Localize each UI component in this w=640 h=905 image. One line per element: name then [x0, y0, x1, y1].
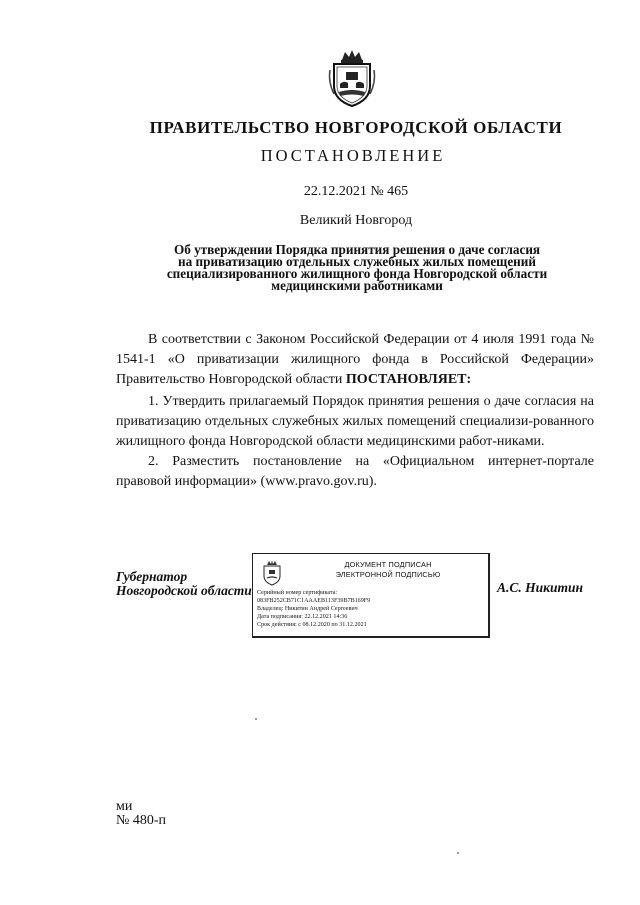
preamble-text: В соответствии с Законом Российской Федерации от 4 июля 1991 года № 1541-1 «О приватизации жилищного фонда в Российской Федерации» Правительство Новгородской области — [116, 332, 594, 387]
stamp-header — [289, 560, 487, 580]
document-city: Великий Новгород — [299, 213, 413, 228]
stamp-header-line: ДОКУМЕНТ ПОДПИСАН — [344, 560, 432, 569]
registration-block — [116, 800, 166, 828]
stamp-cert-number: 083FB252CB71C1AAAEB113F39B7B169F9 — [257, 598, 371, 604]
scan-speck — [457, 852, 459, 854]
stamp-owner: Владелец: Никитин Андрей Сергеевич — [257, 606, 358, 612]
signer-position-line: Губернатор — [116, 569, 188, 584]
stamp-signed-date: Дата подписания: 22.12.2021 14:36 — [257, 614, 348, 620]
scan-speck — [255, 718, 257, 720]
electronic-signature-stamp — [252, 553, 490, 638]
document-body — [116, 330, 594, 492]
subject-line: специализированного жилищного фонда Новгородской области — [166, 266, 548, 281]
preamble-paragraph — [116, 330, 594, 390]
decree-word: ПОСТАНОВЛЯЕТ: — [345, 372, 472, 387]
stamp-cert-label: Серийный номер сертификата: — [257, 590, 338, 596]
signer-name: А.С. Никитин — [497, 580, 583, 595]
document-type: ПОСТАНОВЛЕНИЕ — [260, 146, 446, 165]
novgorod-coat-of-arms-icon — [260, 560, 284, 586]
novgorod-coat-of-arms-icon — [326, 48, 378, 110]
item-1-paragraph: 1. Утвердить прилагаемый Порядок принятия решения о даче согласия на приватизацию отдельных служебных жилых помещений специализи-рованного жилищного фонда Новгородской области медицинскими работ-никами. — [116, 394, 594, 449]
organization-title: ПРАВИТЕЛЬСТВО НОВГОРОДСКОЙ ОБЛАСТИ — [149, 118, 563, 137]
subject-line: медицинскими работниками — [271, 278, 443, 293]
registration-number: № 480-п — [116, 813, 167, 828]
subject-line: на приватизацию отдельных служебных жилых помещений — [178, 254, 536, 269]
signer-position — [116, 570, 252, 598]
signer-position-line: Новгородской области — [116, 583, 252, 598]
document-subject — [120, 244, 594, 292]
subject-line: Об утверждении Порядка принятия решения о даче согласия — [173, 242, 541, 257]
stamp-details — [257, 589, 489, 629]
item-2-paragraph: 2. Разместить постановление на «Официальном интернет-портале правовой информации» (www.pravo.gov.ru). — [116, 454, 594, 489]
stamp-header-line: ЭЛЕКТРОННОЙ ПОДПИСЬЮ — [335, 570, 441, 579]
document-date-number: 22.12.2021 № 465 — [303, 184, 409, 199]
executor-initials: ми — [116, 799, 133, 814]
stamp-validity: Срок действия: с 08.12.2020 по 31.12.2021 — [257, 622, 367, 628]
